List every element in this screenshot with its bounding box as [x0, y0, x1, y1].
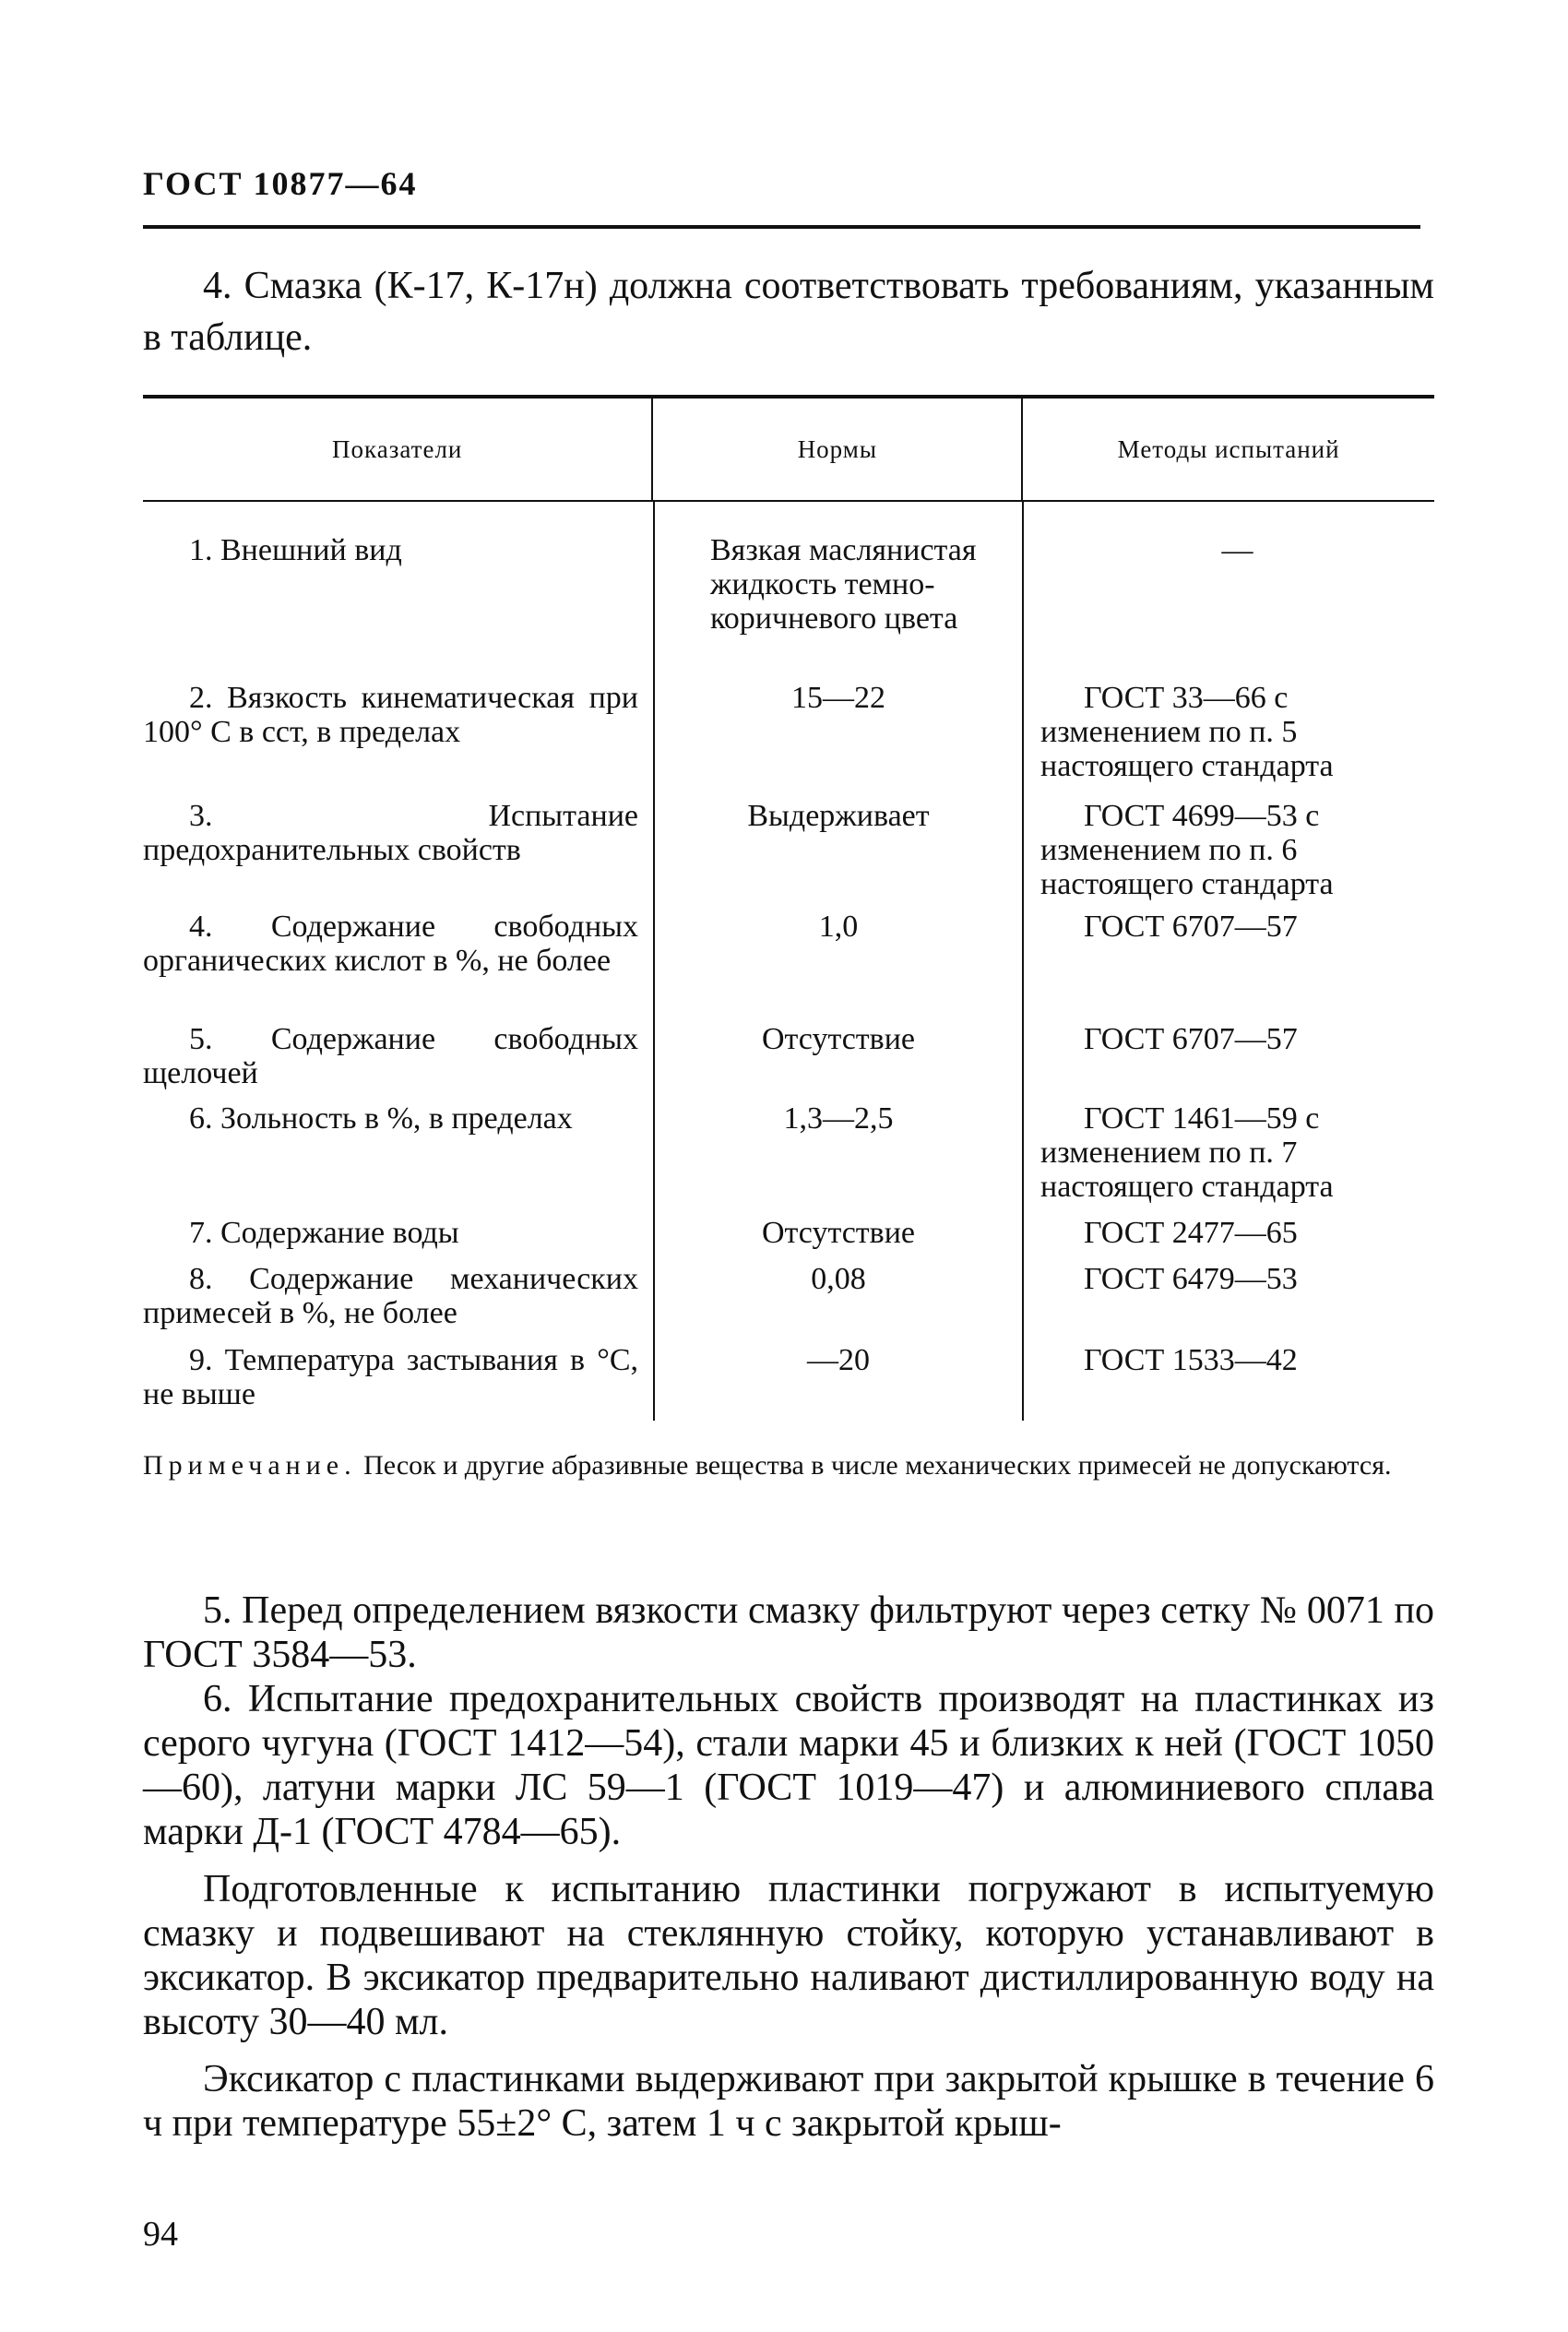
row-indicator: 5. Содержание свободных щелочей [143, 1022, 638, 1090]
row-method: ГОСТ 6707—57 [1084, 1022, 1298, 1056]
paragraph-6: 6. Испытание предохранительных свойств производят на пластинках из серого чугуна (ГОСТ 1412—54), стали марки 45 и близких к ней (ГОСТ 1050—60), латуни марки ЛС 59—1 (ГОСТ 1019—47) и алюминиевого сплава марки Д-1 (ГОСТ 4784—65). [143, 1678, 1434, 1853]
row-norm: Выдерживает [653, 799, 1022, 910]
table-body [143, 502, 1434, 1421]
row-indicator: 8. Содержание механических примесей в %, не более [143, 1262, 638, 1330]
row-indicator: 7. Содержание воды [189, 1216, 459, 1250]
body-text [143, 1588, 1434, 2146]
header-rule [143, 225, 1420, 229]
row-method: ГОСТ 2477—65 [1084, 1216, 1298, 1250]
row-norm: —20 [653, 1343, 1022, 1421]
row-norm: 15—22 [653, 681, 1022, 799]
note-label: Примечание. [143, 1450, 357, 1481]
header-norms: Нормы [651, 399, 1021, 500]
row-method: ГОСТ 6479—53 [1084, 1262, 1298, 1296]
row-norm: Отсутствие [653, 1022, 1022, 1101]
requirements-table [143, 395, 1434, 1421]
row-indicator: 6. Зольность в %, в пределах [189, 1101, 573, 1136]
table-row [143, 681, 1434, 799]
table-row [143, 910, 1434, 1022]
row-method: ГОСТ 6707—57 [1084, 910, 1298, 944]
row-indicator: 9. Температура застывания в °С, не выше [143, 1343, 638, 1411]
table-row [143, 533, 1434, 681]
row-norm: 0,08 [653, 1262, 1022, 1343]
note-text: Песок и другие абразивные вещества в числе механических примесей не допускаются. [356, 1450, 1392, 1481]
row-indicator: 4. Содержание свободных органических кислот в %, не более [143, 910, 638, 978]
row-indicator: 1. Внешний вид [189, 533, 402, 567]
table-row [143, 1216, 1434, 1262]
row-indicator: 2. Вязкость кинематическая при 100° С в сст, в пределах [143, 681, 638, 749]
header-indicators: Показатели [332, 434, 463, 463]
paragraph-5: 5. Перед определением вязкости смазку фильтруют через сетку № 0071 по ГОСТ 3584—53. [143, 1589, 1434, 1676]
paragraph-8: Эксикатор с пластинками выдерживают при закрытой крышке в течение 6 ч при температуре 55±2° С, затем 1 ч с закрытой крыш- [143, 2058, 1434, 2145]
row-method: ГОСТ 1461—59 с изменением по п. 7 настоящего стандарта [1040, 1101, 1334, 1204]
table-row [143, 1101, 1434, 1216]
page-number: 94 [143, 2215, 178, 2254]
row-norm: 1,0 [653, 910, 1022, 1022]
document-header: ГОСТ 10877—64 [143, 165, 418, 202]
paragraph-7: Подготовленные к испытанию пластинки погружают в испытуемую смазку и подвешивают на стеклянную стойку, которую устанавливают в эксикатор. В эксикатор предварительно наливают дистиллированную воду на высоту 30—40 мл. [143, 1868, 1434, 2043]
intro-paragraph: 4. Смазка (К-17, К-17н) должна соответствовать требованиям, указанным в таблице. [143, 265, 1434, 359]
row-method: — [1022, 533, 1434, 681]
row-method: ГОСТ 33—66 с изменением по п. 5 настоящего стандарта [1040, 681, 1334, 783]
row-method: ГОСТ 1533—42 [1084, 1343, 1298, 1377]
row-norm: Отсутствие [653, 1216, 1022, 1262]
table-header-row [143, 399, 1434, 500]
row-norm: 1,3—2,5 [653, 1101, 1022, 1216]
table-row [143, 1343, 1434, 1421]
table-note [143, 1448, 1434, 1483]
row-indicator: 3. Испытание предохранительных свойств [143, 799, 638, 867]
table-row [143, 1262, 1434, 1343]
table-row [143, 799, 1434, 910]
row-method: ГОСТ 4699—53 с изменением по п. 6 настоящего стандарта [1040, 799, 1334, 901]
table-row [143, 1022, 1434, 1101]
row-norm: Вязкая маслянистая жидкость темно-коричневого цвета [653, 533, 1022, 681]
intro-section [143, 260, 1434, 363]
table-row [143, 502, 1434, 533]
header-methods: Методы испытаний [1021, 399, 1434, 500]
